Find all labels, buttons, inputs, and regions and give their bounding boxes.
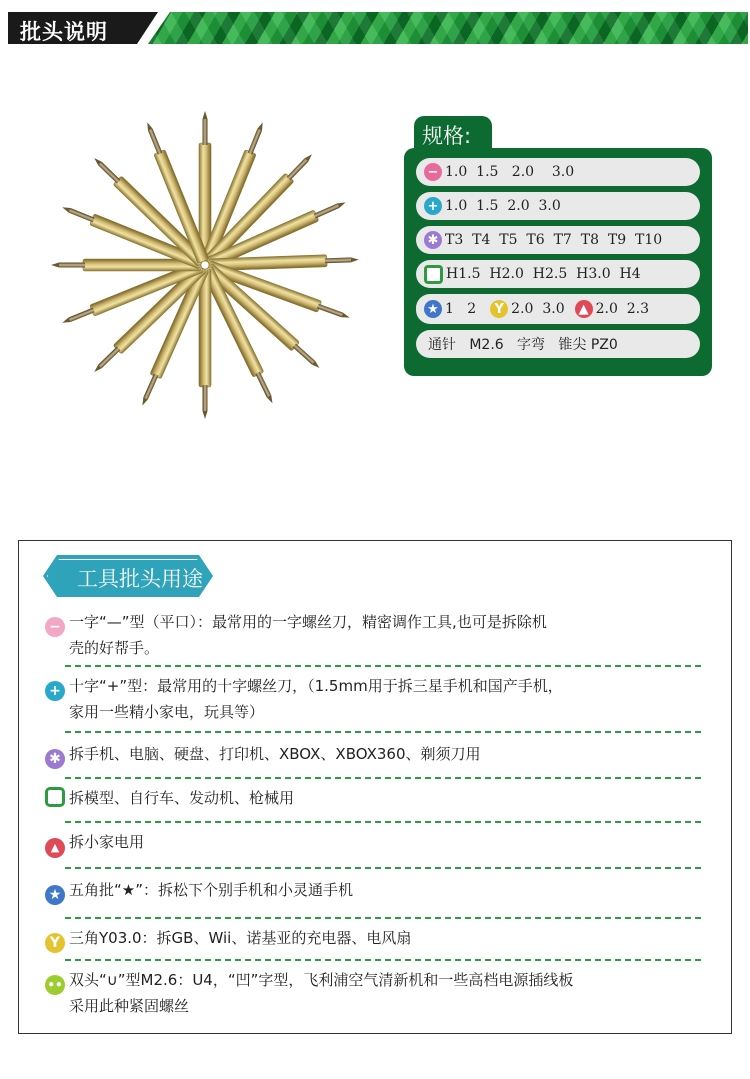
spec-row-text: 通针 M2.6 字弯 锥尖 PZ0 [428,337,618,353]
plus-icon: + [424,197,442,215]
spec-row-text: T3 T4 T5 T6 T7 T8 T9 T10 [445,232,663,248]
spec-row-misc [416,330,700,358]
usage-text: 壳的好帮手。 [69,639,160,657]
section-title: 批头说明 [20,20,108,44]
hex-icon [424,265,443,284]
spec-row-hex [416,260,700,288]
plus-icon: + [45,681,65,701]
usage-text: 一字“—”型（平口）：最常用的一字螺丝刀，精密调作工具,也可是拆除机 [69,613,547,631]
usage-item-triangle [45,831,705,858]
spec-row-text: 1.0 1.5 2.0 3.0 [445,198,561,214]
usage-text: 采用此种紧固螺丝 [69,997,190,1015]
u-type-icon: •• [45,975,65,995]
usage-text: 拆模型、自行车、发动机、枪械用 [69,789,295,807]
pentalobe-icon: ★ [424,300,442,318]
spec-row-phillips [416,192,700,220]
usage-text: 双头“∪”型M2.6：U4，“凹”字型，飞利浦空气清新机和一些高档电源插线板 [69,971,574,989]
spec-row-text: H1.5 H2.0 H2.5 H3.0 H4 [446,266,641,282]
usage-item-slotted [45,611,705,659]
spec-row-text: 2.0 2.3 [595,301,650,317]
minus-icon: − [424,163,442,181]
spec-row-text: 1 2 [445,301,477,317]
minus-icon: − [45,617,65,637]
usage-title-badge [43,555,213,597]
spec-label: 规格: [422,124,472,148]
dashed-divider [65,731,701,733]
spec-row-special [416,294,700,324]
usage-title: 工具批头用途 [77,567,203,591]
spec-label-tab [414,116,492,152]
tri-wing-y-icon: Y [45,933,65,953]
pentalobe-icon: ★ [45,885,65,905]
dashed-divider [65,867,701,869]
triangle-icon: ▲ [45,838,65,858]
dashed-divider [65,665,701,667]
usage-item-u-type [45,969,705,1017]
section-header [0,12,750,44]
header-stripe-decoration [148,12,748,44]
spec-row-text: 1.0 1.5 2.0 3.0 [445,164,575,180]
usage-text: 拆小家电用 [69,833,145,851]
dashed-divider [65,821,701,823]
tri-wing-y-icon: Y [490,300,508,318]
spec-row-text: 2.0 3.0 [511,301,565,317]
usage-box [18,540,732,1034]
triangle-icon: ▲ [575,300,593,318]
usage-item-torx [45,743,705,769]
usage-text: 家用一些精小家电，玩具等） [69,703,265,721]
usage-item-tri-wing [45,927,705,953]
dashed-divider [65,959,701,961]
usage-item-phillips [45,675,705,723]
usage-text: 五角批“★”：拆松下个别手机和小灵通手机 [69,881,353,899]
dashed-divider [65,917,701,919]
usage-text: 十字“+”型：最常用的十字螺丝刀，（1.5mm用于拆三星手机和国产手机， [69,677,563,695]
screwdriver-bits-image [10,60,410,480]
torx-star-icon: ✱ [45,749,65,769]
usage-text: 拆手机、电脑、硬盘、打印机、XBOX、XBOX360、剃须刀用 [69,745,481,763]
usage-item-hex [45,787,705,809]
spec-row-slotted [416,158,700,186]
hex-icon [45,787,65,807]
usage-item-pentalobe [45,879,705,905]
torx-star-icon: ✱ [424,231,442,249]
dashed-divider [65,777,701,779]
spec-row-torx [416,226,700,254]
usage-text: 三角Y03.0：拆GB、Wii、诺基亚的充电器、电风扇 [69,929,412,947]
spec-panel [404,148,712,376]
